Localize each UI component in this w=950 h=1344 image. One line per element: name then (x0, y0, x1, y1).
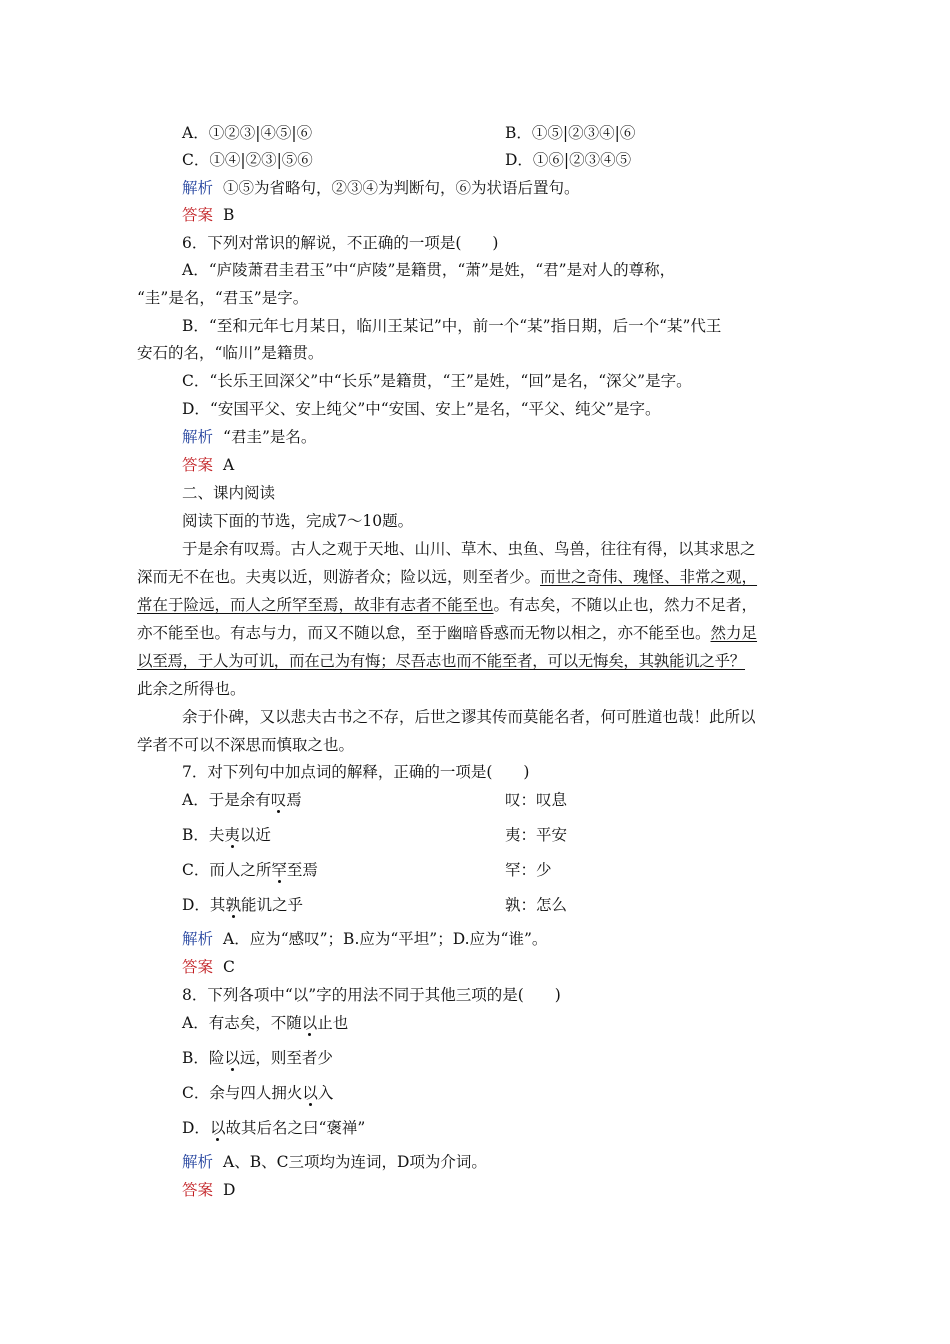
answer-label: 答案 (182, 206, 214, 224)
q5-analysis (182, 175, 580, 201)
option-text: 故其后名之曰“褒禅” (225, 1119, 366, 1137)
option-text: 能讥之乎 (240, 896, 303, 914)
option-text: A．有志矣，不随 (182, 1014, 302, 1032)
analysis-label: 解析 (182, 1153, 214, 1171)
passage-p1-line6: 此余之所得也。 (137, 680, 246, 698)
q7-analysis (182, 926, 547, 952)
analysis-label: 解析 (182, 179, 214, 197)
passage-p1-line3 (137, 592, 817, 618)
q6-option-a-line1: A．“庐陵萧君圭君玉”中“庐陵”是籍贯，“萧”是姓，“君”是对人的尊称， (182, 261, 676, 279)
q7-gloss-b: 夷：平安 (505, 826, 568, 844)
q5-option-a: A．①②③|④⑤|⑥ (182, 124, 313, 142)
dotted-word: 以 (302, 1084, 318, 1102)
underlined-sentence: 然力足 (710, 624, 758, 642)
dotted-word: 以 (209, 1119, 226, 1137)
underlined-sentence: 以至焉，于人为可讥，而在己为有悔；尽吾志也而不能至者，可以无悔矣，其孰能讥之乎？ (137, 652, 746, 670)
option-text: 入 (317, 1084, 334, 1102)
q6-answer (182, 452, 234, 478)
q8-option-b (182, 1045, 333, 1071)
q7-option-c (182, 857, 318, 883)
answer-label: 答案 (182, 958, 214, 976)
section-heading: 二、课内阅读 (182, 484, 276, 502)
analysis-text: A、B、C三项均为连词，D项为介词。 (223, 1153, 487, 1171)
underlined-sentence: 常在于险远，而人之所罕至焉，故非有志者不能至也 (137, 596, 494, 614)
q8-option-c (182, 1080, 333, 1106)
dotted-word: 罕 (271, 861, 287, 879)
q6-option-b-line1: B．“至和元年七月某日，临川王某记”中，前一个“某”指日期，后一个“某”代王 (182, 317, 722, 335)
q6-option-c: C．“长乐王回深父”中“长乐”是籍贯，“王”是姓，“回”是名，“深父”是字。 (182, 372, 692, 390)
q6-analysis (182, 424, 316, 450)
q5-option-b: B．①⑤|②③④|⑥ (505, 124, 636, 142)
analysis-text: ①⑤为省略句，②③④为判断句，⑥为状语后置句。 (223, 179, 580, 197)
q7-gloss-a: 叹：叹息 (505, 791, 568, 809)
answer-text: B (223, 206, 235, 224)
passage-p2-line2: 学者不可以不深思而慎取之也。 (137, 736, 355, 754)
option-text: C．而人之所 (182, 861, 272, 879)
analysis-text: “君圭”是名。 (223, 428, 317, 446)
q7-option-d (182, 892, 303, 918)
q8-analysis (182, 1149, 487, 1175)
dotted-word: 夷 (224, 826, 240, 844)
section-instruction: 阅读下面的节选，完成7～10题。 (182, 512, 414, 530)
passage-p2-line1: 余于仆碑，又以悲夫古书之不存，后世之谬其传而莫能名者，何可胜道也哉！此所以 (182, 708, 756, 726)
option-text: B．险 (182, 1049, 225, 1067)
passage-text: 深而无不在也。夫夷以近，则游者众；险以远，则至者少。 (137, 568, 541, 586)
q5-option-d: D．①⑥|②③④⑤ (505, 151, 632, 169)
dotted-word: 以 (301, 1014, 318, 1032)
analysis-label: 解析 (182, 930, 214, 948)
dotted-word: 孰 (225, 896, 241, 914)
passage-text: 。有志矣，不随以止也，然力不足者， (493, 596, 758, 614)
answer-text: A (223, 456, 235, 474)
dotted-word: 以 (224, 1049, 240, 1067)
passage-text: 亦不能至也。有志与力，而又不随以怠，至于幽暗昏惑而无物以相之，亦不能至也。 (137, 624, 711, 642)
option-text: C．余与四人拥火 (182, 1084, 303, 1102)
passage-p1-line5 (137, 648, 817, 674)
option-text: D．其 (182, 896, 226, 914)
option-text: B．夫 (182, 826, 225, 844)
answer-text: D (223, 1181, 236, 1199)
answer-label: 答案 (182, 1181, 214, 1199)
q7-gloss-d: 孰：怎么 (505, 896, 568, 914)
analysis-text: A．应为“感叹”；B.应为“平坦”；D.应为“谁”。 (223, 930, 548, 948)
option-text: 焉 (286, 791, 302, 809)
q8-option-a (182, 1010, 348, 1036)
answer-label: 答案 (182, 456, 214, 474)
option-text: 止也 (317, 1014, 349, 1032)
q7-option-a (182, 787, 302, 813)
q6-option-b-line2: 安石的名，“临川”是籍贯。 (137, 344, 324, 362)
option-text: 远，则至者少 (239, 1049, 333, 1067)
q7-gloss-c: 罕：少 (505, 861, 552, 879)
analysis-label: 解析 (182, 428, 214, 446)
q6-option-a-line2: “圭”是名，“君玉”是字。 (137, 289, 309, 307)
passage-p1-line1: 于是余有叹焉。古人之观于天地、山川、草木、虫鱼、鸟兽，往往有得，以其求思之 (182, 540, 756, 558)
q8-answer (182, 1177, 235, 1203)
option-text: 以近 (239, 826, 271, 844)
q5-answer (182, 202, 234, 228)
q7-answer (182, 954, 235, 980)
answer-text: C (223, 958, 235, 976)
option-text: 至焉 (286, 861, 318, 879)
q7-option-b (182, 822, 271, 848)
passage-p1-line4 (137, 620, 817, 646)
q8-stem: 8．下列各项中“以”字的用法不同于其他三项的是( ) (182, 986, 561, 1004)
option-text: A．于是余有 (182, 791, 271, 809)
option-text: D． (182, 1119, 210, 1137)
q6-option-d: D．“安国平父、安上纯父”中“安国、安上”是名，“平父、纯父”是字。 (182, 400, 661, 418)
passage-p1-line2 (137, 564, 817, 590)
q7-stem: 7．对下列句中加点词的解释，正确的一项是( ) (182, 763, 530, 781)
q5-option-c: C．①④|②③|⑤⑥ (182, 151, 313, 169)
q6-stem: 6．下列对常识的解说，不正确的一项是( ) (182, 234, 499, 252)
dotted-word: 叹 (270, 791, 287, 809)
q8-option-d (182, 1115, 365, 1141)
underlined-sentence: 而世之奇伟、瑰怪、非常之观， (540, 568, 758, 586)
